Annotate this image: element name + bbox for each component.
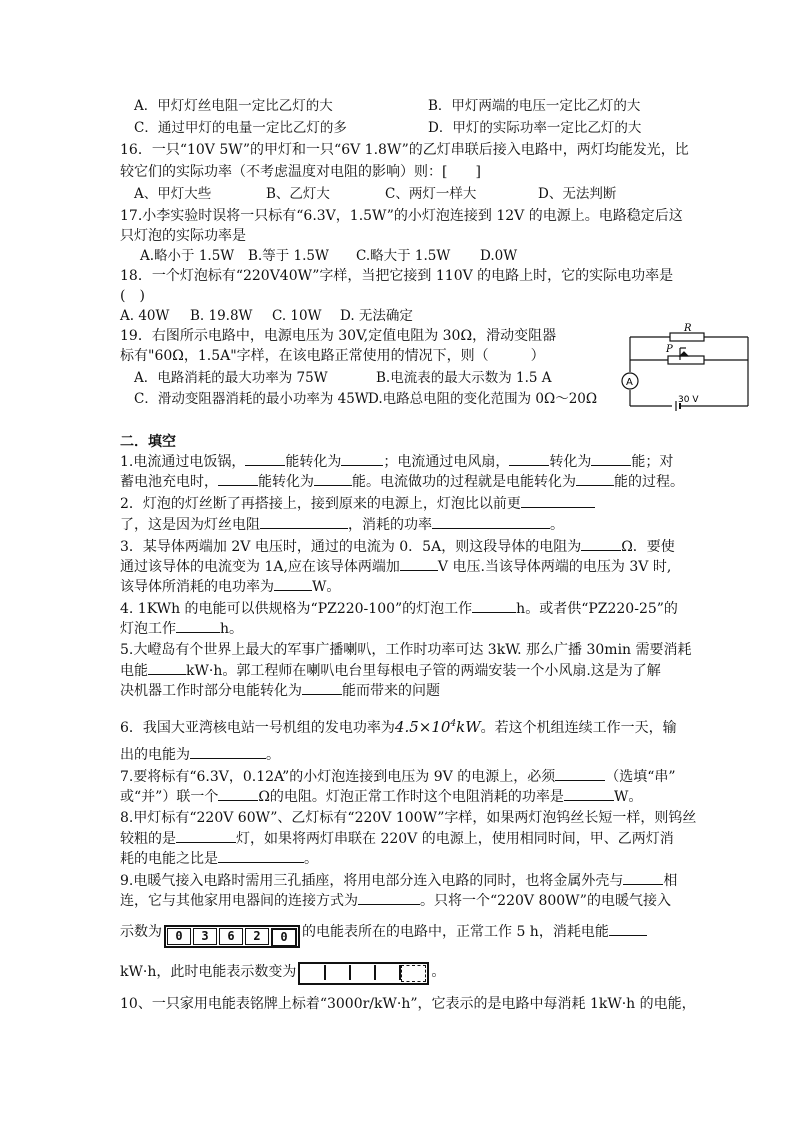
voltage-label: 30 V	[678, 395, 699, 405]
blank[interactable]	[609, 921, 647, 936]
blank[interactable]	[260, 514, 348, 529]
energy-meter-answer-box[interactable]	[298, 962, 429, 985]
f3-line1: 3．某导体两端加 2V 电压时，通过的电流为 0．5A，则这段导体的电阻为 Ω．要使	[120, 536, 675, 557]
blank[interactable]	[148, 660, 186, 675]
f8-line2: 较粗的是 灯，如果将两灯串联在 220V 的电源上，使用相同时间，甲、乙两灯消	[120, 828, 674, 849]
blank[interactable]	[472, 598, 516, 613]
q18-option-b: B. 19.8W	[190, 308, 253, 324]
meter-digit: 3	[193, 928, 217, 945]
blank[interactable]	[581, 536, 621, 551]
blank[interactable]	[591, 451, 631, 466]
f2-line1: 2．灯泡的灯丝断了再搭接上，接到原来的电源上，灯泡比以前更	[120, 493, 595, 514]
blank[interactable]	[509, 451, 549, 466]
q18-stem-line2: ( )	[120, 288, 145, 304]
f9-line4: kW·h，此时电能表示数变为 。	[120, 962, 445, 985]
f7-line1: 7.要将标有“6.3V，0.12A”的小灯泡连接到电压为 9V 的电源上，必须 （选填“串”	[120, 766, 676, 787]
f3-line3: 该导体所消耗的电功率为 W。	[120, 576, 340, 597]
q17-option-d: D.0W	[480, 248, 518, 264]
q18-option-a: A. 40W	[120, 308, 170, 324]
blank[interactable]	[218, 471, 258, 486]
q19-stem-line1: 19．右图所示电路中，电源电压为 30V,定值电阻为 30Ω，滑动变阻器	[120, 328, 557, 344]
q15-option-a: A．甲灯灯丝电阻一定比乙灯的大	[134, 98, 333, 114]
q16-option-a: A、甲灯大些	[134, 186, 212, 202]
q15-option-c: C．通过甲灯的电量一定比乙灯的多	[134, 120, 347, 136]
blank[interactable]	[302, 680, 342, 695]
blank[interactable]	[176, 828, 236, 843]
f8-line3: 耗的电能之比是 。	[120, 848, 318, 869]
meter-digit: 0	[167, 928, 191, 945]
f9-line1: 9.电暖气接入电路时需用三孔插座，将用电部分连入电路的同时，也将金属外壳与 相	[120, 870, 677, 891]
blank[interactable]	[432, 514, 550, 529]
blank[interactable]	[521, 493, 595, 508]
f1-line2: 蓄电池充电时， 能转化为 能。电流做功的过程就是电能转化为 能的过程。	[120, 471, 684, 492]
f5-line2: 电能 kW·h。郭工程师在喇叭电台里每根电子管的两端安装一个小风扇.这是为了解	[120, 660, 661, 681]
blank[interactable]	[176, 618, 220, 633]
slider-label: P	[666, 344, 673, 355]
f4-line1: 4. 1KWh 的电能可以供规格为“PZ220-100”的灯泡工作 h。或者供“PZ220-25”的	[120, 598, 678, 619]
q16-option-d: D、无法判断	[538, 186, 617, 202]
q17-option-b: B.等于 1.5W	[248, 248, 329, 264]
blank[interactable]	[358, 890, 420, 905]
f9-line2: 连，它与其他家用电器间的连接方式为 。只将一个“220V 800W”的电暖气接入	[120, 890, 671, 911]
blank[interactable]	[341, 451, 383, 466]
q17-option-c: C.略大于 1.5W	[356, 248, 451, 264]
blank[interactable]	[218, 786, 258, 801]
q19-option-a: A．电路消耗的最大功率为 75W	[134, 370, 328, 386]
q18-stem-line1: 18．一个灯泡标有“220V40W”字样，当把它接到 110V 的电路上时，它的实际电功率是	[120, 268, 674, 284]
f5-line3: 决机器工作时部分电能转化为 能而带来的问题	[120, 680, 440, 701]
q16-option-b: B、乙灯大	[266, 186, 330, 202]
f2-line2: 了，这是因为灯丝电阻 ，消耗的功率 。	[120, 514, 564, 535]
f9-line3: 示数为 0 3 6 2 0 的电能表所在的电路中，正常工作 5 h，消耗电能	[120, 921, 647, 948]
q18-option-c: C. 10W	[272, 308, 322, 324]
f10-line1: 10、一只家用电能表铭牌上标着“3000r/kW·h”，它表示的是电路中每消耗 1kW·h 的电能，	[120, 996, 696, 1012]
meter-digit: 6	[219, 928, 243, 945]
blank[interactable]	[314, 471, 352, 486]
q17-stem-line1: 17.小李实验时误将一只标有“6.3V，1.5W”的小灯泡连接到 12V 的电源上。电路稳定后这	[120, 208, 683, 224]
blank[interactable]	[218, 848, 304, 863]
circuit-diagram	[620, 322, 760, 414]
f1-line1: 1.电流通过电饭锅， 能转化为 ；电流通过电风扇， 转化为 能；对	[120, 451, 673, 472]
f4-line2: 灯泡工作 h。	[120, 618, 243, 639]
blank[interactable]	[564, 786, 614, 801]
q16-stem-line2: 较它们的实际功率（不考虑温度对电阻的影响）则：[ ]	[120, 164, 481, 180]
f5-line1: 5.大嶝岛有个世界上最大的军事广播喇叭，工作时功率可达 3kW. 那么广播 30min 需要消耗	[120, 642, 692, 658]
f7-line2: 或“并”）联一个 Ω的电阻。灯泡正常工作时这个电阻消耗的功率是 W。	[120, 786, 642, 807]
meter-digit: 2	[245, 928, 269, 945]
blank[interactable]	[245, 451, 285, 466]
f3-line2: 通过该导体的电流变为 1A,应在该导体两端加 V 电压.当该导体两端的电压为 3V 时,	[120, 556, 671, 577]
q19-option-c: C．滑动变阻器消耗的最小功率为 45W	[134, 391, 369, 407]
section-title: 二．填空	[120, 434, 176, 450]
blank[interactable]	[555, 766, 605, 781]
f6-line1: 6．我国大亚湾核电站一号机组的发电功率为$4.5\times 10^4kW$。若这个机组连续工作一天，输	[120, 718, 677, 736]
energy-meter-reading	[164, 925, 300, 948]
blank[interactable]	[400, 556, 438, 571]
q19-option-b: B.电流表的最大示数为 1.5 A	[376, 370, 552, 386]
q17-option-a: A.略小于 1.5W	[140, 248, 235, 264]
meter-digit: 0	[271, 928, 297, 947]
f8-line1: 8.甲灯标有“220V 60W”、乙灯标有“220V 100W”字样，如果两灯泡钨丝长短一样，则钨丝	[120, 810, 697, 826]
ammeter-icon: A	[626, 377, 633, 388]
blank[interactable]	[274, 576, 312, 591]
f6-line2: 出的电能为 。	[120, 744, 280, 765]
blank[interactable]	[576, 471, 614, 486]
q18-option-d: D. 无法确定	[340, 308, 413, 324]
q15-option-b: B．甲灯两端的电压一定比乙灯的大	[428, 98, 641, 114]
q19-option-d: D.电路总电阻的变化范围为 0Ω～20Ω	[368, 391, 598, 407]
blank[interactable]	[190, 744, 266, 759]
q15-option-d: D．甲灯的实际功率一定比乙灯的大	[428, 120, 642, 136]
resistor-label: R	[684, 323, 692, 334]
q19-stem-line2: 标有"60Ω，1.5A"字样，在该电路正常使用的情况下，则（ ）	[120, 348, 545, 364]
q17-stem-line2: 只灯泡的实际功率是	[120, 228, 246, 244]
q16-stem-line1: 16．一只“10V 5W”的甲灯和一只“6V 1.8W”的乙灯串联后接入电路中，两灯均能发光，比	[120, 142, 689, 158]
blank[interactable]	[623, 870, 663, 885]
q16-option-c: C、两灯一样大	[385, 186, 477, 202]
